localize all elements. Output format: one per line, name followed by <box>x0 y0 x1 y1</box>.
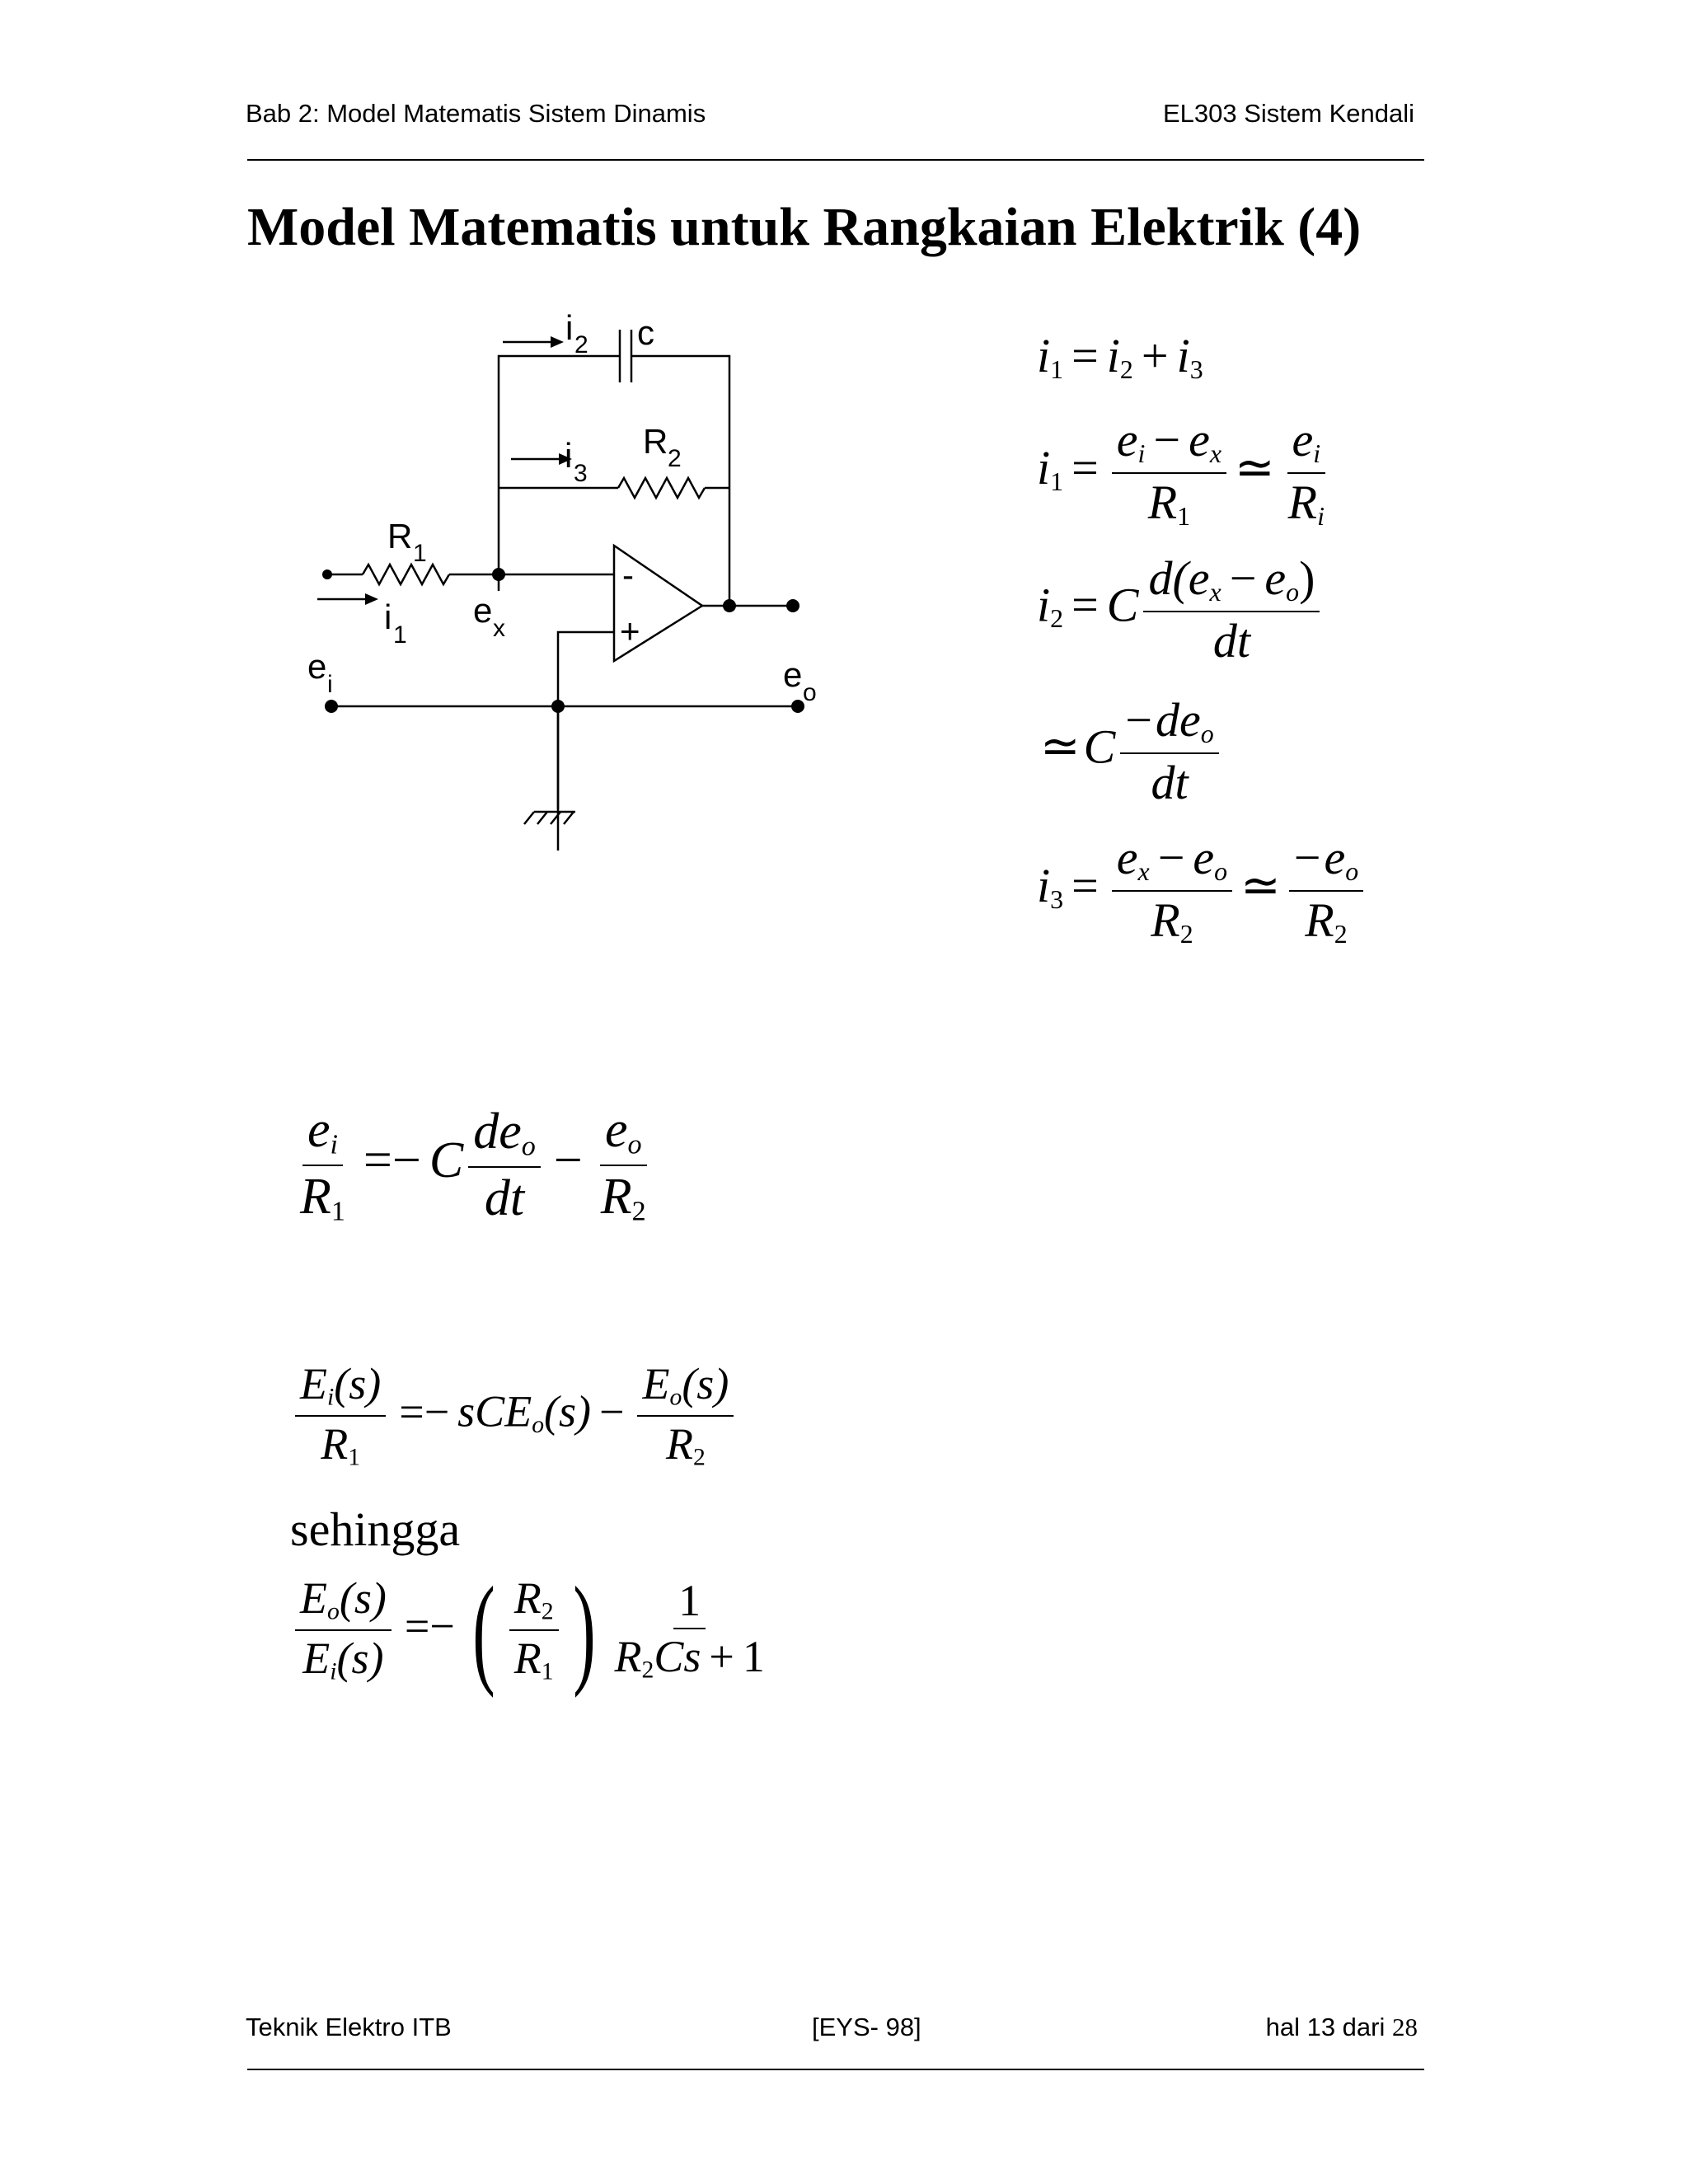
label-i3-sub: 3 <box>574 460 588 487</box>
resistor-r1 <box>363 565 449 584</box>
wire-plus-input <box>558 632 614 851</box>
label-i1-sub: 1 <box>393 621 407 649</box>
label-eo: e <box>783 655 803 694</box>
label-ei-sub: i <box>327 671 333 698</box>
equation-i2: $i_2 = C$ $\frac{d(e_x - e_o)}{dt}$ <box>1037 555 1325 665</box>
equation-current-sum: $i_1 = i_2 + i_3$ <box>1037 329 1203 384</box>
node-input <box>322 569 332 579</box>
equation-i3: $i_3$ = $\frac{e_x - e_o}{R_2}$ ≃ $\frac{-e_o}{R_2}$ <box>1037 834 1368 948</box>
footer-rule <box>247 2069 1424 2070</box>
node-ex <box>492 568 505 581</box>
wire-cap-right <box>631 356 729 607</box>
page-title: Model Matematis untuk Rangkaian Elektrik (4) <box>247 197 1362 257</box>
label-ex-sub: x <box>493 615 505 642</box>
equation-transfer-function: $\frac{E_o(s)}{E_i(s)}$ =− ( $\frac{R_2}{R_1}$ ) $\frac{1}{R_2Cs + 1}$ <box>290 1576 775 1685</box>
label-eo-sub: o <box>803 679 817 706</box>
resistor-r2 <box>618 478 705 498</box>
equation-node-balance: $\frac{e_i}{R_1}$ =− C $\frac{de_o}{dt}$ − $\frac{e_o}{R_2}$ <box>300 1102 646 1227</box>
header-chapter: Bab 2: Model Matematis Sistem Dinamis <box>246 99 706 128</box>
label-i1: i <box>384 598 392 636</box>
footer-page-number: hal 13 dari 28 <box>1265 2013 1418 2041</box>
label-opamp-plus: + <box>620 612 640 650</box>
footer-institution: Teknik Elektro ITB <box>246 2013 452 2041</box>
footer-reference: [EYS- 98] <box>812 2013 921 2041</box>
label-i2-sub: 2 <box>574 331 588 359</box>
node-output <box>723 599 736 612</box>
label-ei: e <box>307 647 327 686</box>
arrow-i1-head <box>365 593 378 605</box>
equation-i2-approx: ≃C $\frac{-de_o}{dt}$ <box>1037 696 1224 807</box>
node-output-terminal <box>786 599 799 612</box>
node-ground <box>551 700 565 713</box>
equation-i1: $i_1$ = $\frac{e_i - e_x}{R_1}$ ≃ $\frac{e_i}{R_i}$ <box>1037 413 1325 531</box>
label-i3: i <box>565 436 573 475</box>
arrow-i2-head <box>551 336 564 348</box>
label-r1: R <box>387 517 413 555</box>
label-i2: i <box>565 308 574 347</box>
equation-laplace: $\frac{E_i(s)}{R_1}$ =− sCE$_o$(s) − $\frac{E_o(s)}{R_2}$ <box>290 1361 738 1470</box>
label-opamp-minus: - <box>622 555 634 594</box>
label-r1-sub: 1 <box>413 540 427 567</box>
header-course: EL303 Sistem Kendali <box>1162 99 1414 128</box>
wire-cap-left <box>499 356 620 591</box>
node-ei <box>325 700 338 713</box>
label-r2: R <box>643 422 668 461</box>
label-r2-sub: 2 <box>668 445 682 472</box>
label-c: c <box>637 313 654 352</box>
connector-word: sehingga <box>290 1502 461 1556</box>
label-ex: e <box>473 591 493 630</box>
